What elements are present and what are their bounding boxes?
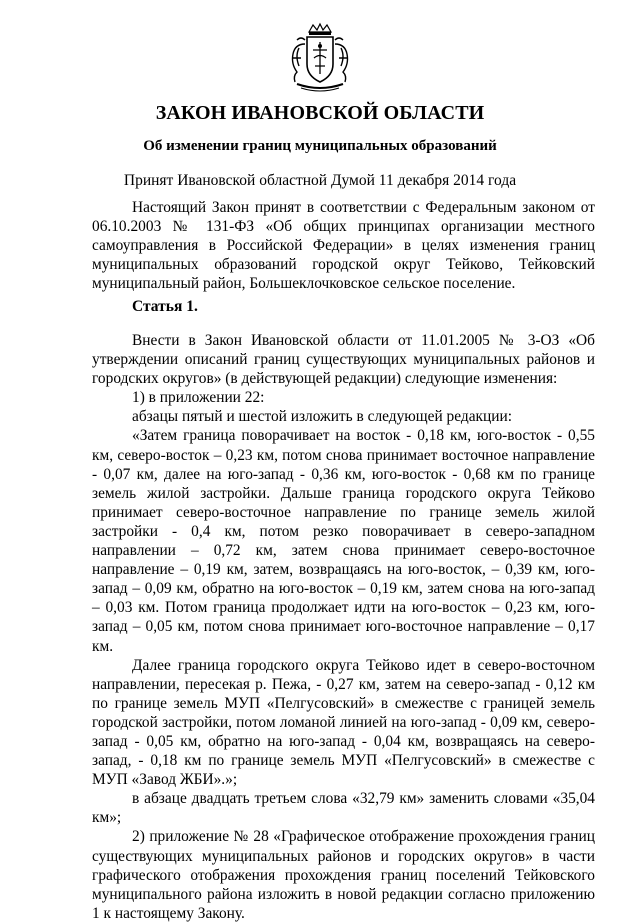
- article-paragraph: «Затем граница поворачивает на восток - 0,18 км, юго-восток - 0,55 км, северо-восток – 0,23 км, потом снова принимает восточное направление - 0,07 км, далее на юго-запад - 0,36 км, юго-восток - 0,68 км по границе земель жилой застройки. Дальше граница городского округа Тейково принимает северо-восточное направление по границе земель жилой застройки - 0,4 км, потом резко поворачивает в северо-западном направлении – 0,72 км, затем снова принимает северо-восточное направление – 0,19 км, затем, возвращаясь на юго-восток, – 0,39 км, юго-запад – 0,09 км, обратно на юго-восток – 0,19 км, затем снова на юго-запад – 0,03 км. Потом граница продолжает идти на юго-восток – 0,23 км, юго-запад – 0,05 км, потом снова принимает юго-восточное направление – 0,17 км.: [92, 427, 595, 655]
- article-paragraph: 2) приложение № 28 «Графическое отображение прохождения границ существующих муниципальных районов и городских округов» в части графического отображения прохождения границ поселений Тейковского муниципального района изложить в новой редакции согласно приложению 1 к настоящему Закону.: [92, 828, 595, 922]
- preamble-paragraph: Настоящий Закон принят в соответствии с Федеральным законом от 06.10.2003 № 131-ФЗ «Об общих принципах организации местного самоуправления в Российской Федерации» в целях изменения границ муниципальных образований городской округ Тейково, Тейковский муниципальный район, Большеклочковское сельское поселение.: [92, 199, 595, 293]
- article-paragraph: Далее граница городского округа Тейково идет в северо-восточном направлении, пересекая р. Пежа, - 0,27 км, затем на северо-запад - 0,12 км по границе земель МУП «Пелгусовский» в смежестве с границей земель городской застройки, потом ломаной линией на юго-запад - 0,09 км, северо-запад - 0,05 км, обратно на юго-запад - 0,04 км, возвращаясь на северо-запад, - 0,18 км по границе земель МУП «Пелгусовский» в смежестве с МУП «Завод ЖБИ».»;: [92, 656, 595, 789]
- law-title: ЗАКОН ИВАНОВСКОЙ ОБЛАСТИ: [155, 102, 485, 124]
- adoption-date: Принят Ивановской областной Думой 11 декабря 2014 года: [123, 172, 517, 189]
- article-body: [92, 331, 595, 923]
- article-heading: Статья 1.: [132, 298, 198, 315]
- law-subtitle: Об изменении границ муниципальных образований: [143, 138, 497, 154]
- coat-of-arms-icon: [287, 22, 353, 94]
- article-paragraph: 1) в приложении 22:: [132, 389, 265, 407]
- preamble: [92, 198, 595, 293]
- article-paragraph: в абзаце двадцать третьем слова «32,79 км» заменить словами «35,04 км»;: [92, 790, 595, 827]
- article-paragraph: абзацы пятый и шестой изложить в следующей редакции:: [132, 408, 513, 426]
- article-paragraph: Внести в Закон Ивановской области от 11.01.2005 № 3-ОЗ «Об утверждении описаний границ существующих муниципальных районов и городских округов» (в действующей редакции) следующие изменения:: [92, 332, 595, 388]
